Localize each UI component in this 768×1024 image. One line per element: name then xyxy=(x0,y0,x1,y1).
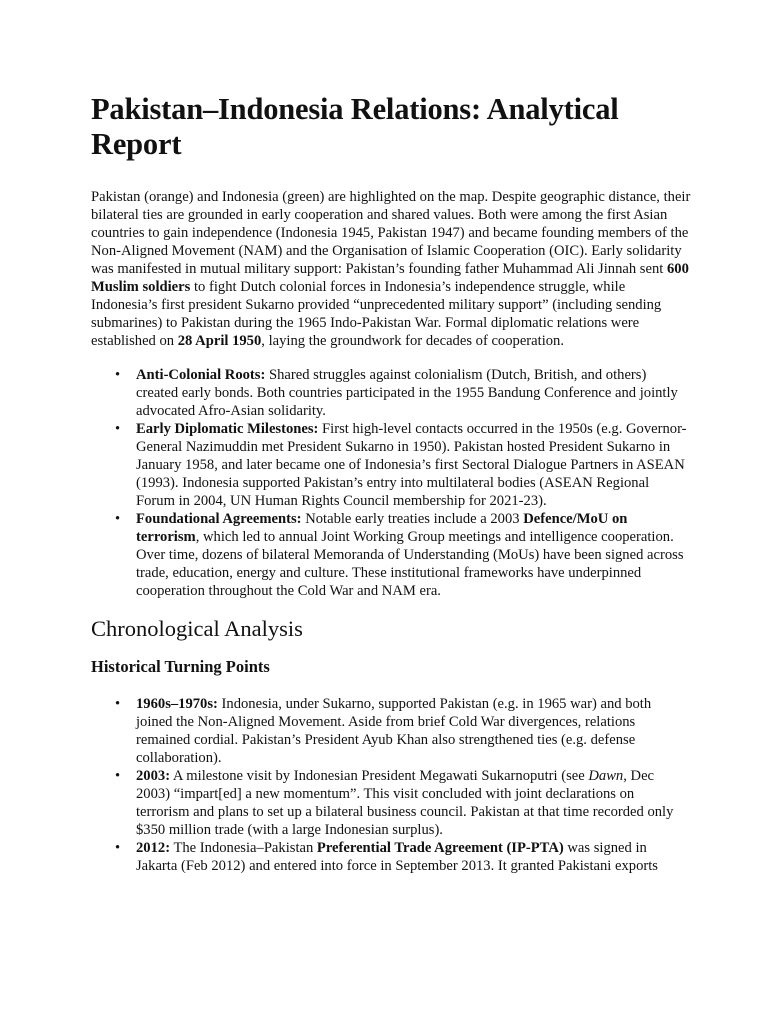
list-item-label: 2012: xyxy=(136,840,171,856)
list-item-text: First high-level contacts occurred in the 1950s (e.g. Governor-General Nazimuddin met President Sukarno in 1950). Pakistan hosted President Sukarno in January 1958, and later became one of Indonesia’s first Sectoral Dialogue Partners in ASEAN (1993). Indonesia supported Pakistan’s entry into multilateral bodies (ASEAN Regional Forum in 2004, UN Human Rights Council membership for 2021-23). xyxy=(136,421,687,509)
list-item xyxy=(136,695,691,767)
list-item-bold: Defence/MoU on terrorism xyxy=(136,511,628,545)
list-item xyxy=(136,767,691,839)
list-item-italic: Dawn xyxy=(588,768,624,784)
foundations-list xyxy=(91,366,691,600)
list-item xyxy=(136,839,691,875)
intro-text-3: , laying the groundwork for decades of cooperation. xyxy=(261,333,564,349)
list-item-label: Early Diplomatic Milestones: xyxy=(136,421,319,437)
intro-bold-soldiers: 600 Muslim soldiers xyxy=(91,261,689,295)
section-heading: Chronological Analysis xyxy=(91,616,303,641)
intro-paragraph xyxy=(91,188,691,350)
list-item xyxy=(136,366,691,420)
list-item-text: The Indonesia–Pakistan xyxy=(170,840,317,856)
list-item-label: Foundational Agreements: xyxy=(136,511,302,527)
list-item-text: Shared struggles against colonialism (Dutch, British, and others) created early bonds. Both countries participated in the 1955 Bandung Conference and jointly advocated Afro-Asian solidarity. xyxy=(136,367,678,419)
list-item-label: 2003: xyxy=(136,768,171,784)
timeline-list xyxy=(91,695,691,875)
list-item-text: , which led to annual Joint Working Group meetings and intelligence cooperation. Over time, dozens of bilateral Memoranda of Understanding (MoUs) have been signed across trade, education, energy and culture. These institutional frameworks have underpinned cooperation throughout the Cold War and NAM era. xyxy=(136,529,684,599)
list-item-text: , Dec 2003) “impart[ed] a new momentum”. This visit concluded with joint declarations on terrorism and plans to set up a bilateral business council. Pakistan at that time recorded only $350 million trade (with a large Indonesian surplus). xyxy=(136,768,674,838)
intro-text-1: Pakistan (orange) and Indonesia (green) are highlighted on the map. Despite geographic distance, their bilateral ties are grounded in early cooperation and shared values. Both were among the first Asian countries to gain independence (Indonesia 1945, Pakistan 1947) and became founding members of the Non-Aligned Movement (NAM) and the Organisation of Islamic Cooperation (OIC). Early solidarity was manifested in mutual military support: Pakistan’s founding father Muhammad Ali Jinnah sent xyxy=(91,189,691,277)
list-item xyxy=(136,420,691,510)
document-page xyxy=(91,92,691,891)
page-title: Pakistan–Indonesia Relations: Analytical Report xyxy=(91,92,619,161)
list-item-text: A milestone visit by Indonesian President Megawati Sukarnoputri (see xyxy=(170,768,589,784)
intro-bold-date: 28 April 1950 xyxy=(177,333,262,349)
subsection-heading: Historical Turning Points xyxy=(91,657,270,676)
list-item-label: Anti-Colonial Roots: xyxy=(136,367,266,383)
list-item-label: 1960s–1970s: xyxy=(136,696,218,712)
list-item-text: was signed in Jakarta (Feb 2012) and entered into force in September 2013. It granted Pakistani exports xyxy=(136,840,658,874)
list-item-bold: Preferential Trade Agreement (IP-PTA) xyxy=(316,840,564,856)
intro-text-2: to fight Dutch colonial forces in Indonesia’s independence struggle, while Indonesia’s first president Sukarno provided “unprecedented military support” (including sending submarines) to Pakistan during the 1965 Indo-Pakistan War. Formal diplomatic relations were established on xyxy=(91,279,662,349)
list-item xyxy=(136,510,691,600)
list-item-text: Indonesia, under Sukarno, supported Pakistan (e.g. in 1965 war) and both joined the Non-Aligned Movement. Aside from brief Cold War divergences, relations remained cordial. Pakistan’s President Ayub Khan also strengthened ties (e.g. defense collaboration). xyxy=(136,696,652,766)
list-item-text: Notable early treaties include a 2003 xyxy=(301,511,524,527)
